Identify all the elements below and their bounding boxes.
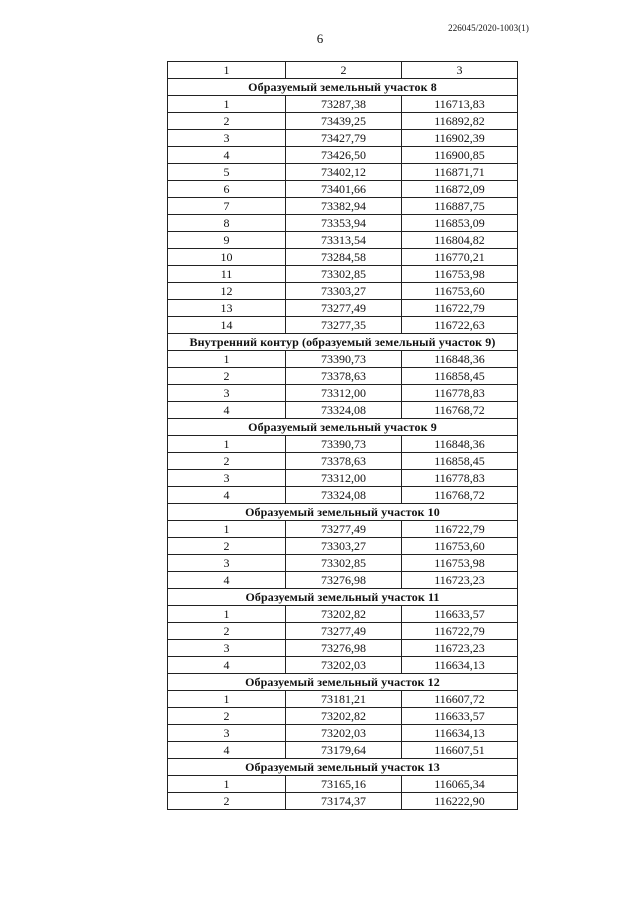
y-coordinate-cell: 116858,45 — [402, 453, 518, 470]
x-coordinate-cell: 73312,00 — [286, 470, 402, 487]
table-row — [168, 725, 518, 742]
point-number-cell: 1 — [168, 96, 286, 113]
point-number-cell: 8 — [168, 215, 286, 232]
point-number-cell: 9 — [168, 232, 286, 249]
point-number-cell: 10 — [168, 249, 286, 266]
point-number-cell: 3 — [168, 470, 286, 487]
point-number-cell: 3 — [168, 555, 286, 572]
point-number-cell: 4 — [168, 402, 286, 419]
point-number-cell: 2 — [168, 793, 286, 810]
y-coordinate-cell: 116848,36 — [402, 351, 518, 368]
section-title-row — [168, 589, 518, 606]
table-row — [168, 657, 518, 674]
coordinates-table-body — [168, 62, 518, 810]
table-row — [168, 521, 518, 538]
point-number-cell: 2 — [168, 708, 286, 725]
x-coordinate-cell: 73302,85 — [286, 266, 402, 283]
section-title: Образуемый земельный участок 13 — [168, 759, 518, 776]
y-coordinate-cell: 116768,72 — [402, 402, 518, 419]
x-coordinate-cell: 73202,03 — [286, 657, 402, 674]
y-coordinate-cell: 116804,82 — [402, 232, 518, 249]
x-coordinate-cell: 73303,27 — [286, 538, 402, 555]
point-number-cell: 1 — [168, 776, 286, 793]
point-number-cell: 5 — [168, 164, 286, 181]
table-row — [168, 266, 518, 283]
point-number-cell: 6 — [168, 181, 286, 198]
x-coordinate-cell: 73302,85 — [286, 555, 402, 572]
y-coordinate-cell: 116853,09 — [402, 215, 518, 232]
page-number: 6 — [316, 31, 324, 46]
x-coordinate-cell: 73277,49 — [286, 521, 402, 538]
section-title: Внутренний контур (образуемый земельный участок 9) — [168, 334, 518, 351]
point-number-cell: 7 — [168, 198, 286, 215]
y-coordinate-cell: 116768,72 — [402, 487, 518, 504]
point-number-cell: 1 — [168, 521, 286, 538]
y-coordinate-cell: 116722,63 — [402, 317, 518, 334]
table-row — [168, 283, 518, 300]
y-coordinate-cell: 116848,36 — [402, 436, 518, 453]
column-header-point-number: 1 — [168, 62, 286, 79]
table-row — [168, 453, 518, 470]
y-coordinate-cell: 116902,39 — [402, 130, 518, 147]
point-number-cell: 3 — [168, 385, 286, 402]
x-coordinate-cell: 73202,03 — [286, 725, 402, 742]
point-number-cell: 4 — [168, 657, 286, 674]
x-coordinate-cell: 73284,58 — [286, 249, 402, 266]
y-coordinate-cell: 116887,75 — [402, 198, 518, 215]
column-header-y: 3 — [402, 62, 518, 79]
y-coordinate-cell: 116871,71 — [402, 164, 518, 181]
x-coordinate-cell: 73324,08 — [286, 487, 402, 504]
point-number-cell: 2 — [168, 538, 286, 555]
y-coordinate-cell: 116778,83 — [402, 385, 518, 402]
coordinates-table — [167, 61, 518, 810]
point-number-cell: 13 — [168, 300, 286, 317]
x-coordinate-cell: 73390,73 — [286, 436, 402, 453]
table-row — [168, 436, 518, 453]
x-coordinate-cell: 73174,37 — [286, 793, 402, 810]
point-number-cell: 3 — [168, 130, 286, 147]
x-coordinate-cell: 73313,54 — [286, 232, 402, 249]
point-number-cell: 1 — [168, 351, 286, 368]
point-number-cell: 3 — [168, 640, 286, 657]
section-title: Образуемый земельный участок 12 — [168, 674, 518, 691]
x-coordinate-cell: 73402,12 — [286, 164, 402, 181]
point-number-cell: 2 — [168, 453, 286, 470]
y-coordinate-cell: 116222,90 — [402, 793, 518, 810]
x-coordinate-cell: 73378,63 — [286, 368, 402, 385]
point-number-cell: 2 — [168, 113, 286, 130]
x-coordinate-cell: 73179,64 — [286, 742, 402, 759]
point-number-cell: 1 — [168, 606, 286, 623]
table-row — [168, 181, 518, 198]
y-coordinate-cell: 116607,51 — [402, 742, 518, 759]
y-coordinate-cell: 116872,09 — [402, 181, 518, 198]
section-title: Образуемый земельный участок 10 — [168, 504, 518, 521]
table-header-row — [168, 62, 518, 79]
section-title-row — [168, 334, 518, 351]
x-coordinate-cell: 73202,82 — [286, 708, 402, 725]
x-coordinate-cell: 73312,00 — [286, 385, 402, 402]
point-number-cell: 11 — [168, 266, 286, 283]
x-coordinate-cell: 73276,98 — [286, 640, 402, 657]
x-coordinate-cell: 73382,94 — [286, 198, 402, 215]
y-coordinate-cell: 116753,60 — [402, 283, 518, 300]
x-coordinate-cell: 73378,63 — [286, 453, 402, 470]
table-row — [168, 368, 518, 385]
document-id: 226045/2020-1003(1) — [448, 23, 529, 33]
point-number-cell: 12 — [168, 283, 286, 300]
table-row — [168, 640, 518, 657]
x-coordinate-cell: 73276,98 — [286, 572, 402, 589]
y-coordinate-cell: 116634,13 — [402, 725, 518, 742]
x-coordinate-cell: 73165,16 — [286, 776, 402, 793]
y-coordinate-cell: 116770,21 — [402, 249, 518, 266]
x-coordinate-cell: 73287,38 — [286, 96, 402, 113]
x-coordinate-cell: 73202,82 — [286, 606, 402, 623]
section-title-row — [168, 79, 518, 96]
y-coordinate-cell: 116713,83 — [402, 96, 518, 113]
table-row — [168, 385, 518, 402]
y-coordinate-cell: 116633,57 — [402, 606, 518, 623]
x-coordinate-cell: 73277,49 — [286, 300, 402, 317]
section-title-row — [168, 759, 518, 776]
table-row — [168, 793, 518, 810]
point-number-cell: 4 — [168, 147, 286, 164]
table-row — [168, 317, 518, 334]
section-title: Образуемый земельный участок 8 — [168, 79, 518, 96]
table-row — [168, 96, 518, 113]
point-number-cell: 2 — [168, 623, 286, 640]
column-header-x: 2 — [286, 62, 402, 79]
y-coordinate-cell: 116722,79 — [402, 623, 518, 640]
table-row — [168, 538, 518, 555]
table-row — [168, 623, 518, 640]
y-coordinate-cell: 116722,79 — [402, 521, 518, 538]
table-row — [168, 130, 518, 147]
y-coordinate-cell: 116900,85 — [402, 147, 518, 164]
table-row — [168, 147, 518, 164]
table-row — [168, 164, 518, 181]
point-number-cell: 4 — [168, 742, 286, 759]
table-row — [168, 470, 518, 487]
y-coordinate-cell: 116858,45 — [402, 368, 518, 385]
y-coordinate-cell: 116607,72 — [402, 691, 518, 708]
x-coordinate-cell: 73390,73 — [286, 351, 402, 368]
section-title-row — [168, 419, 518, 436]
section-title: Образуемый земельный участок 11 — [168, 589, 518, 606]
table-row — [168, 300, 518, 317]
point-number-cell: 2 — [168, 368, 286, 385]
y-coordinate-cell: 116753,98 — [402, 555, 518, 572]
point-number-cell: 3 — [168, 725, 286, 742]
table-row — [168, 606, 518, 623]
y-coordinate-cell: 116892,82 — [402, 113, 518, 130]
table-row — [168, 215, 518, 232]
point-number-cell: 4 — [168, 487, 286, 504]
y-coordinate-cell: 116723,23 — [402, 640, 518, 657]
table-row — [168, 742, 518, 759]
table-row — [168, 113, 518, 130]
point-number-cell: 14 — [168, 317, 286, 334]
table-row — [168, 351, 518, 368]
y-coordinate-cell: 116723,23 — [402, 572, 518, 589]
point-number-cell: 4 — [168, 572, 286, 589]
x-coordinate-cell: 73401,66 — [286, 181, 402, 198]
point-number-cell: 1 — [168, 436, 286, 453]
table-row — [168, 232, 518, 249]
x-coordinate-cell: 73277,35 — [286, 317, 402, 334]
table-row — [168, 776, 518, 793]
table-row — [168, 691, 518, 708]
x-coordinate-cell: 73181,21 — [286, 691, 402, 708]
table-row — [168, 708, 518, 725]
table-row — [168, 572, 518, 589]
y-coordinate-cell: 116065,34 — [402, 776, 518, 793]
table-row — [168, 249, 518, 266]
section-title-row — [168, 504, 518, 521]
table-row — [168, 402, 518, 419]
table-row — [168, 555, 518, 572]
y-coordinate-cell: 116633,57 — [402, 708, 518, 725]
y-coordinate-cell: 116634,13 — [402, 657, 518, 674]
table-row — [168, 487, 518, 504]
y-coordinate-cell: 116753,60 — [402, 538, 518, 555]
point-number-cell: 1 — [168, 691, 286, 708]
y-coordinate-cell: 116753,98 — [402, 266, 518, 283]
section-title: Образуемый земельный участок 9 — [168, 419, 518, 436]
x-coordinate-cell: 73277,49 — [286, 623, 402, 640]
section-title-row — [168, 674, 518, 691]
x-coordinate-cell: 73353,94 — [286, 215, 402, 232]
x-coordinate-cell: 73439,25 — [286, 113, 402, 130]
y-coordinate-cell: 116722,79 — [402, 300, 518, 317]
x-coordinate-cell: 73303,27 — [286, 283, 402, 300]
x-coordinate-cell: 73324,08 — [286, 402, 402, 419]
x-coordinate-cell: 73427,79 — [286, 130, 402, 147]
x-coordinate-cell: 73426,50 — [286, 147, 402, 164]
y-coordinate-cell: 116778,83 — [402, 470, 518, 487]
table-row — [168, 198, 518, 215]
